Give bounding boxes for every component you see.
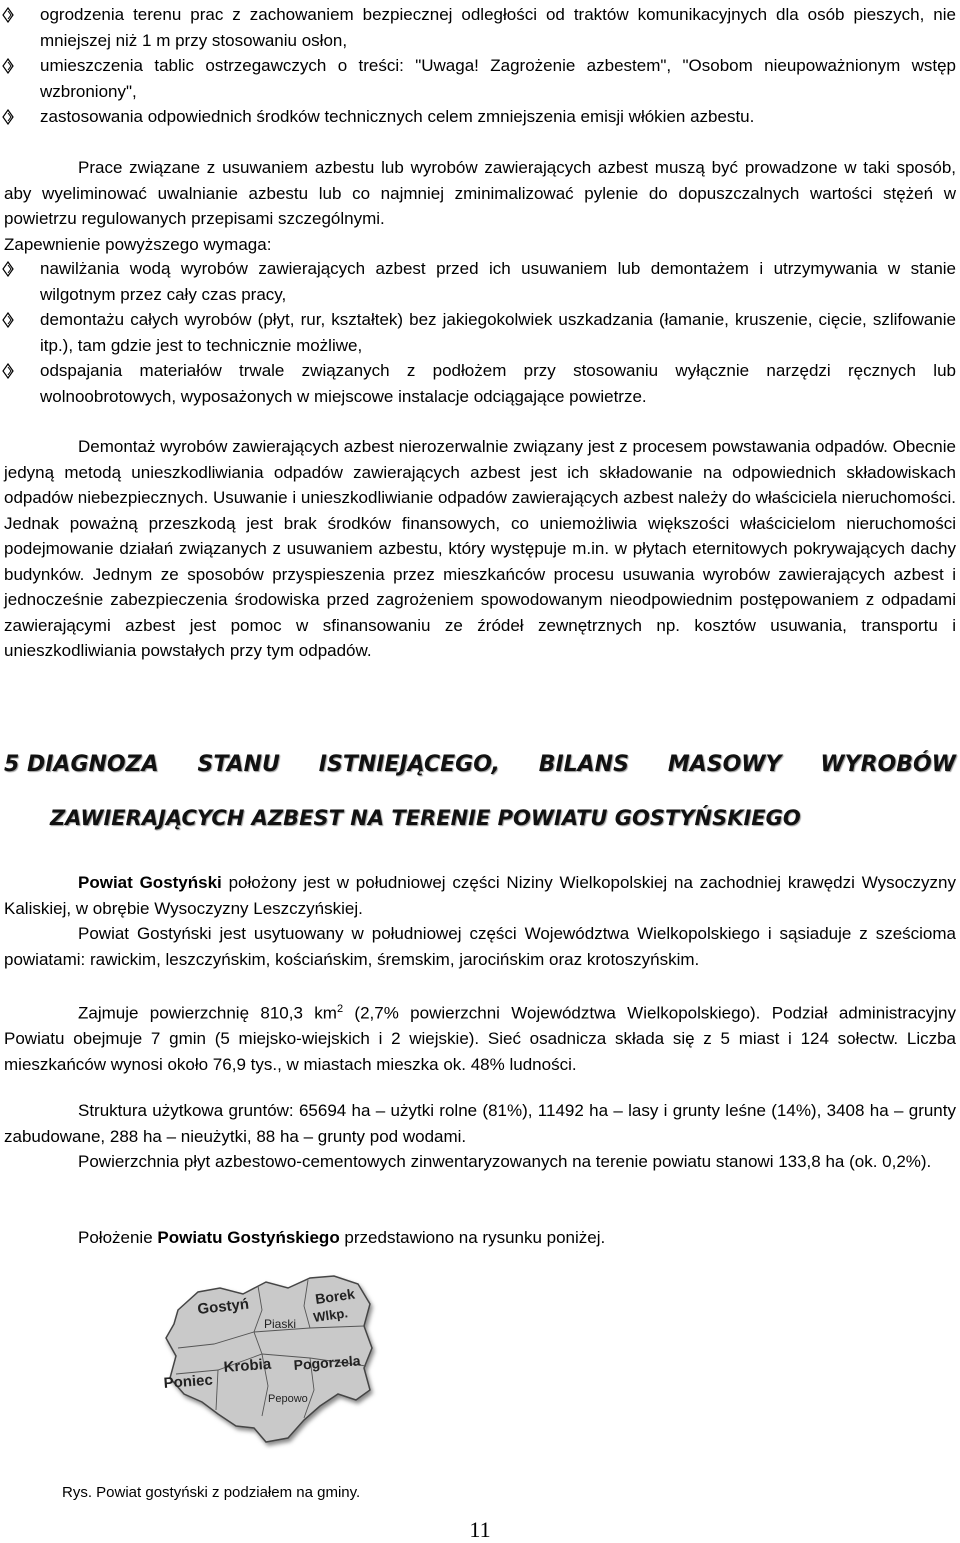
list-item [0,358,956,409]
list-item [0,104,956,130]
map-label-pogorzela: Pogorzela [293,1352,361,1373]
bullet-marker-icon [2,7,14,23]
map-label-krobia: Krobia [223,1355,272,1376]
figure-caption: Rys. Powiat gostyński z podziałem na gminy. [62,1484,361,1501]
bullet-marker-icon [2,109,14,125]
paragraph-usytuowany: Powiat Gostyński jest usytuowany w południowej części Województwa Wielkopolskiego i sąsiaduje z sześcioma powiatami: rawickim, leszczyńskim, kościańskim, śremskim, jarocińskim oraz krotoszyńskim. [4,924,956,969]
bullet-list-top [0,0,960,130]
heading-word: BILANS [538,752,629,777]
superscript: 2 [336,1003,344,1015]
section-heading-line-2: ZAWIERAJĄCYCH AZBEST NA TERENIE POWIATU GOSTYŃSKIEGO [50,806,801,830]
section-heading-line-1 [4,752,956,777]
heading-word: 5 DIAGNOZA [4,752,159,777]
bullet-marker-icon [2,312,14,328]
map-label-borek-line1: Borek [314,1285,356,1307]
paragraph-plyty: Powierzchnia płyt azbestowo-cementowych zinwentaryzowanych na terenie powiatu stanowi 133,8 ha (ok. 0,2%). [78,1152,932,1171]
map-label-piaski: Piaski [264,1317,297,1331]
map-label-poniec: Poniec [163,1371,214,1392]
paragraph-wymaga: Zapewnienie powyższego wymaga: [4,235,272,254]
map-label-gostyn: Gostyń [196,1295,250,1318]
paragraph-text: położony jest w południowej części Niziny Wielkopolskiej na zachodniej krawędzi Wysoczyzny Kaliskiej, w obrębie Wysoczyzny Leszczyńskiej. [4,873,957,918]
heading-word: MASOWY [667,752,782,777]
heading-word: ISTNIEJĄCEGO, [318,752,500,777]
paragraph-rysunek [4,1225,956,1251]
bullet-marker-icon [2,261,14,277]
list-item [0,307,956,358]
list-item-text: nawilżania wodą wyrobów zawierających azbest przed ich usuwaniem lub demontażem i utrzymywania w stanie wilgotnym przez cały czas pracy, [40,259,956,304]
paragraph-text: (2,7% powierzchni Województwa Wielkopolskiego). Podział administracyjny Powiatu obejmuje 7 gmin (5 miejsko-wiejskich i 2 wiejskie). Sieć osadnicza składa się z 5 miast i 124 sołectw. Liczba mieszkańców wynosi około 76,9 tys., w miastach mieszka ok. 48% ludności. [4,1003,957,1074]
paragraph-demontaz: Demontaż wyrobów zawierających azbest nierozerwalnie związany jest z procesem powstawania odpadów. Obecnie jedyną metodą unieszkodliwiania odpadów zawierających azbest jest ich składowanie na odpowiednich składowiskach odpadów niebezpiecznych. Usuwanie i unieszkodliwianie odpadów zawierających azbest należy do właściciela nieruchomości. Jednak poważną przeszkodą jest brak środków finansowych, co uniemożliwia większości właścicielom nieruchomości podejmowanie działań związanych z usuwaniem azbestu, który występuje m.in. w płytach eternitowych pokrywających dachy budynków. Jednym ze sposobów przyspieszenia przez mieszkańców procesu usuwania wyrobów zawierających azbest i jednocześnie zabezpieczenia środowiska przed zagrożeniem spowodowanym nieodpowiednim postępowaniem z odpadami zawierającymi azbest jest pomoc w sfinansowaniu ze źródeł zewnętrznych np. kosztów usuwania, transportu i unieszkodliwiania powstałych przy tym odpadów. [4,437,956,660]
paragraph-text: przedstawiono na rysunku poniżej. [339,1228,606,1247]
list-item-text: ogrodzenia terenu prac z zachowaniem bezpiecznej odległości od traktów komunikacyjnych dla osób pieszych, nie mniejszej niż 1 m przy stosowaniu osłon, [40,5,956,50]
paragraph-text: Zajmuje powierzchnię 810,3 km [78,1003,337,1023]
map-label-pepowo: Pepowo [268,1393,308,1405]
paragraph-text: Położenie [78,1228,158,1247]
bullet-marker-icon [2,58,14,74]
county-map [158,1270,388,1450]
list-item [0,256,956,307]
paragraph-powierzchnia [4,997,956,1077]
map-label-borek-line2: Wlkp. [312,1305,349,1325]
paragraph-prace: Prace związane z usuwaniem azbestu lub wyrobów zawierających azbest muszą być prowadzone w taki sposób, aby wyeliminować uwalnianie azbestu lub co najmniej zminimalizować pylenie do dopuszczalnych wartości stężeń w powietrzu regulowanych przepisami szczególnymi. [4,158,956,228]
bullet-list-middle [0,256,960,409]
bullet-marker-icon [2,363,14,379]
bold-term: Powiatu Gostyńskiego [157,1228,340,1247]
list-item-text: odspajania materiałów trwale związanych z podłożem przy stosowaniu wyłącznie narzędzi ręcznych lub wolnoobrotowych, wyposażonych w miejscowe instalacje odciągające powietrze. [40,361,956,406]
heading-word: WYROBÓW [820,752,956,777]
page-number: 11 [469,1517,491,1542]
list-item-text: zastosowania odpowiednich środków technicznych celem zmniejszenia emisji włókien azbestu. [40,107,755,126]
list-item-text: demontażu całych wyrobów (płyt, rur, kształtek) bez jakiegokolwiek uszkadzania (łamanie, kruszenie, cięcie, szlifowanie itp.), tam gdzie jest to technicznie możliwe, [40,310,956,355]
list-item [0,53,956,104]
list-item [0,2,956,53]
paragraph-struktura: Struktura użytkowa gruntów: 65694 ha – użytki rolne (81%), 11492 ha – lasy i grunty leśne (14%), 3408 ha – grunty zabudowane, 288 ha – nieużytki, 88 ha – grunty pod wodami. [4,1101,956,1146]
heading-word: STANU [197,752,280,777]
paragraph-polozony [4,870,956,921]
bold-term: Powiat Gostyński [78,873,222,892]
list-item-text: umieszczenia tablic ostrzegawczych o treści: "Uwaga! Zagrożenie azbestem", "Osobom nieupoważnionym wstęp wzbroniony", [40,56,956,101]
